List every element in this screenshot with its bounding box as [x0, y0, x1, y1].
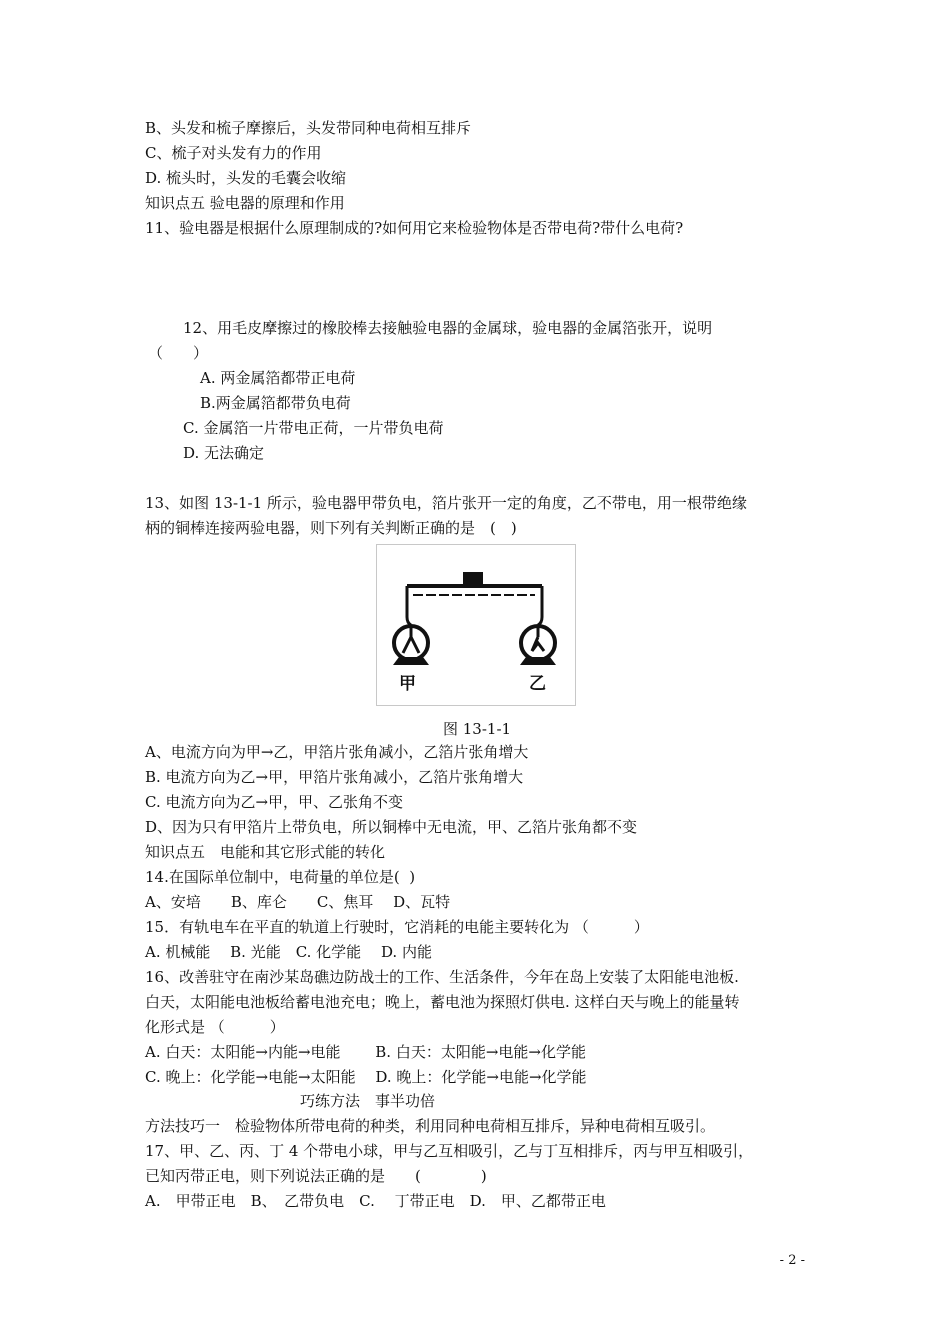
- page-number: - 2 -: [779, 1253, 805, 1268]
- question-13-line2: 柄的铜棒连接两验电器，则下列有关判断正确的是 ( ): [145, 519, 517, 537]
- question-13-line1: 13、如图 13-1-1 所示，验电器甲带负电，箔片张开一定的角度，乙不带电，用一根带绝缘: [145, 494, 747, 512]
- label-yi: 乙: [529, 674, 546, 694]
- question-17-line2: 已知丙带正电，则下列说法正确的是 ( ): [145, 1167, 487, 1185]
- options-q17: A. 甲带正电 B、 乙带负电 C. 丁带正电 D. 甲、乙都带正电: [145, 1192, 606, 1210]
- question-16-line1: 16、改善驻守在南沙某岛礁边防战士的工作、生活条件，今年在岛上安装了太阳能电池板.: [145, 968, 739, 986]
- option-b-q12: B.两金属箔都带负电荷: [200, 394, 351, 412]
- options-q14: A、安培 B、库仑 C、焦耳 D、瓦特: [145, 893, 451, 911]
- question-11: 11、验电器是根据什么原理制成的?如何用它来检验物体是否带电荷?带什么电荷?: [145, 219, 684, 237]
- option-a-q12: A. 两金属箔都带正电荷: [200, 369, 356, 387]
- option-d-q12: D. 无法确定: [183, 444, 265, 462]
- question-12-bracket: （ ）: [148, 344, 209, 362]
- left-connector: [407, 586, 411, 625]
- options-q16-ab: A. 白天：太阳能→内能→电能 B. 白天：太阳能→电能→化学能: [145, 1043, 586, 1061]
- question-16-line2: 白天，太阳能电池板给蓄电池充电；晚上，蓄电池为探照灯供电. 这样白天与晚上的能量转: [145, 993, 740, 1011]
- section-heading-energy: 知识点五 电能和其它形式能的转化: [145, 843, 386, 861]
- option-b-q10: B、头发和梳子摩擦后，头发带同种电荷相互排斥: [145, 119, 472, 137]
- question-12: 12、用毛皮摩擦过的橡胶棒去接触验电器的金属球，验电器的金属箔张开，说明: [183, 319, 713, 337]
- electroscope-diagram: [377, 545, 575, 705]
- method-tip-1: 方法技巧一 检验物体所带电荷的种类，利用同种电荷相互排斥，异种电荷相互吸引。: [145, 1117, 716, 1135]
- option-d-q10: D. 梳头时，头发的毛囊会收缩: [145, 169, 347, 187]
- insulated-handle: [463, 572, 483, 584]
- option-c-q10: C、梳子对头发有力的作用: [145, 144, 322, 162]
- question-16-line3: 化形式是 （ ）: [145, 1018, 285, 1036]
- electroscope-right: [520, 626, 556, 665]
- option-c-q13: C. 电流方向为乙→甲，甲、乙张角不变: [145, 793, 404, 811]
- electroscope-left: [393, 626, 429, 665]
- electroscope-figure: [376, 544, 576, 706]
- options-q16-cd: C. 晚上：化学能→电能→太阳能 D. 晚上：化学能→电能→化学能: [145, 1068, 587, 1086]
- copper-rod: [407, 584, 542, 588]
- label-jia: 甲: [399, 674, 416, 694]
- section-heading-electroscope: 知识点五 验电器的原理和作用: [145, 194, 345, 212]
- option-c-q12: C. 金属箔一片带电正荷，一片带负电荷: [183, 419, 444, 437]
- right-connector: [538, 586, 542, 625]
- question-15: 15．有轨电车在平直的轨道上行驶时，它消耗的电能主要转化为 （ ）: [145, 918, 649, 936]
- question-17-line1: 17、甲、乙、丙、丁 4 个带电小球，甲与乙互相吸引，乙与丁互相排斥，丙与甲互相吸引，: [145, 1142, 754, 1160]
- option-d-q13: D、因为只有甲箔片上带负电，所以铜棒中无电流，甲、乙箔片张角都不变: [145, 818, 638, 836]
- section-heading-methods: 巧练方法 事半功倍: [300, 1092, 436, 1110]
- option-b-q13: B. 电流方向为乙→甲，甲箔片张角减小，乙箔片张角增大: [145, 768, 524, 786]
- question-14: 14.在国际单位制中，电荷量的单位是( ): [145, 868, 416, 886]
- options-q15: A. 机械能 B. 光能 C. 化学能 D. 内能: [145, 943, 432, 961]
- option-a-q13: A、电流方向为甲→乙，甲箔片张角减小，乙箔片张角增大: [145, 743, 529, 761]
- figure-caption: 图 13-1-1: [443, 720, 512, 738]
